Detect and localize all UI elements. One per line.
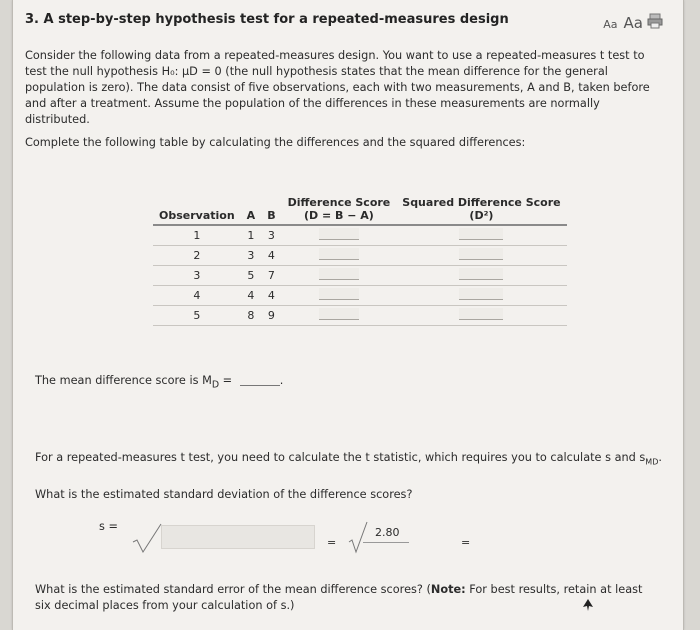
mean-difference-line — [35, 374, 283, 390]
diff-input[interactable] — [319, 228, 359, 240]
mean-subscript: D — [211, 379, 220, 391]
mouse-cursor-icon — [583, 599, 593, 611]
a-header: A — [241, 209, 262, 225]
sd-formula-input[interactable] — [161, 525, 315, 549]
table-row — [153, 306, 567, 326]
sq-cell — [396, 246, 566, 266]
sd-question: What is the estimated standard deviation of the difference scores? — [35, 488, 413, 501]
a-cell: 3 — [241, 246, 262, 266]
question-title: 3. A step-by-step hypothesis test for a repeated-measures design — [25, 12, 509, 27]
diff-input[interactable] — [319, 248, 359, 260]
print-icon[interactable] — [647, 13, 663, 29]
rm-text: For a repeated-measures t test, you need to calculate the t statistic, which requires you to calculate s and s — [35, 451, 646, 464]
mean-input[interactable] — [240, 385, 280, 386]
diff-input[interactable] — [319, 288, 359, 300]
a-cell: 1 — [241, 225, 262, 246]
b-cell: 3 — [261, 225, 281, 246]
table-row — [153, 266, 567, 286]
sq-header-line1: Squared Difference Score — [402, 196, 561, 209]
diff-header-line2: (D = B − A) — [282, 209, 397, 225]
font-size-small-button[interactable]: Aa — [603, 18, 618, 31]
sq-input[interactable] — [459, 248, 503, 260]
mean-label: The mean difference score is M — [35, 374, 212, 387]
font-size-large-button[interactable]: Aa — [623, 14, 643, 32]
b-cell: 9 — [261, 306, 281, 326]
se-note-bold: Note: — [430, 583, 466, 596]
a-cell: 4 — [241, 286, 262, 306]
sq-input[interactable] — [459, 268, 503, 280]
sq-cell — [396, 306, 566, 326]
diff-cell — [282, 306, 397, 326]
mean-period: . — [279, 374, 284, 387]
fraction-bar — [363, 542, 409, 543]
b-header: B — [261, 209, 281, 225]
a-cell: 8 — [241, 306, 262, 326]
mean-equals: = — [219, 374, 236, 387]
se-text: What is the estimated standard error of the mean difference scores? ( — [35, 583, 431, 596]
sq-input[interactable] — [459, 308, 503, 320]
question-intro: Consider the following data from a repeated-measures design. You want to use a repeated-measures t test to test the null hypothesis H₀: μD = 0 (the null hypothesis states that the mean difference for the general population is zero). The data consist of five observations, each with two measurements, A and B, taken before and after a treatment. Assume the population of the differences in these measurements are normally distributed. — [25, 49, 650, 126]
data-table — [153, 196, 567, 326]
s-label: s = — [99, 520, 118, 533]
sq-input[interactable] — [459, 228, 503, 240]
sqrt-icon — [131, 522, 163, 554]
question-page — [12, 0, 684, 630]
diff-cell — [282, 286, 397, 306]
diff-input[interactable] — [319, 308, 359, 320]
obs-cell: 3 — [153, 266, 241, 286]
sq-input[interactable] — [459, 288, 503, 300]
a-cell: 5 — [241, 266, 262, 286]
font-size-controls[interactable] — [603, 14, 643, 32]
se-note-rest: For best results, retain at least six decimal places from your calculation of s.) — [35, 583, 643, 612]
sq-header-line2: (D²) — [396, 209, 566, 225]
rm-period: . — [658, 451, 662, 464]
table-instruction: Complete the following table by calculating the differences and the squared differences: — [25, 136, 526, 149]
sd-radicand-value: 2.80 — [375, 526, 400, 539]
obs-cell: 5 — [153, 306, 241, 326]
b-cell: 4 — [261, 286, 281, 306]
sd-value-box — [363, 523, 409, 545]
diff-header-line1: Difference Score — [287, 196, 391, 209]
rm-subscript: MD — [645, 457, 659, 467]
obs-cell: 4 — [153, 286, 241, 306]
sq-cell — [396, 225, 566, 246]
obs-cell: 1 — [153, 225, 241, 246]
se-question — [35, 582, 655, 614]
table-row — [153, 246, 567, 266]
sq-cell — [396, 266, 566, 286]
obs-cell: 2 — [153, 246, 241, 266]
sq-cell — [396, 286, 566, 306]
equals-sign-1: = — [327, 536, 337, 549]
b-cell: 4 — [261, 246, 281, 266]
diff-cell — [282, 266, 397, 286]
rm-test-text — [35, 451, 662, 466]
table-row — [153, 225, 567, 246]
equals-sign-2: = — [461, 536, 471, 549]
diff-input[interactable] — [319, 268, 359, 280]
obs-header: Observation — [153, 209, 241, 225]
b-cell: 7 — [261, 266, 281, 286]
diff-cell — [282, 225, 397, 246]
diff-cell — [282, 246, 397, 266]
table-row — [153, 286, 567, 306]
